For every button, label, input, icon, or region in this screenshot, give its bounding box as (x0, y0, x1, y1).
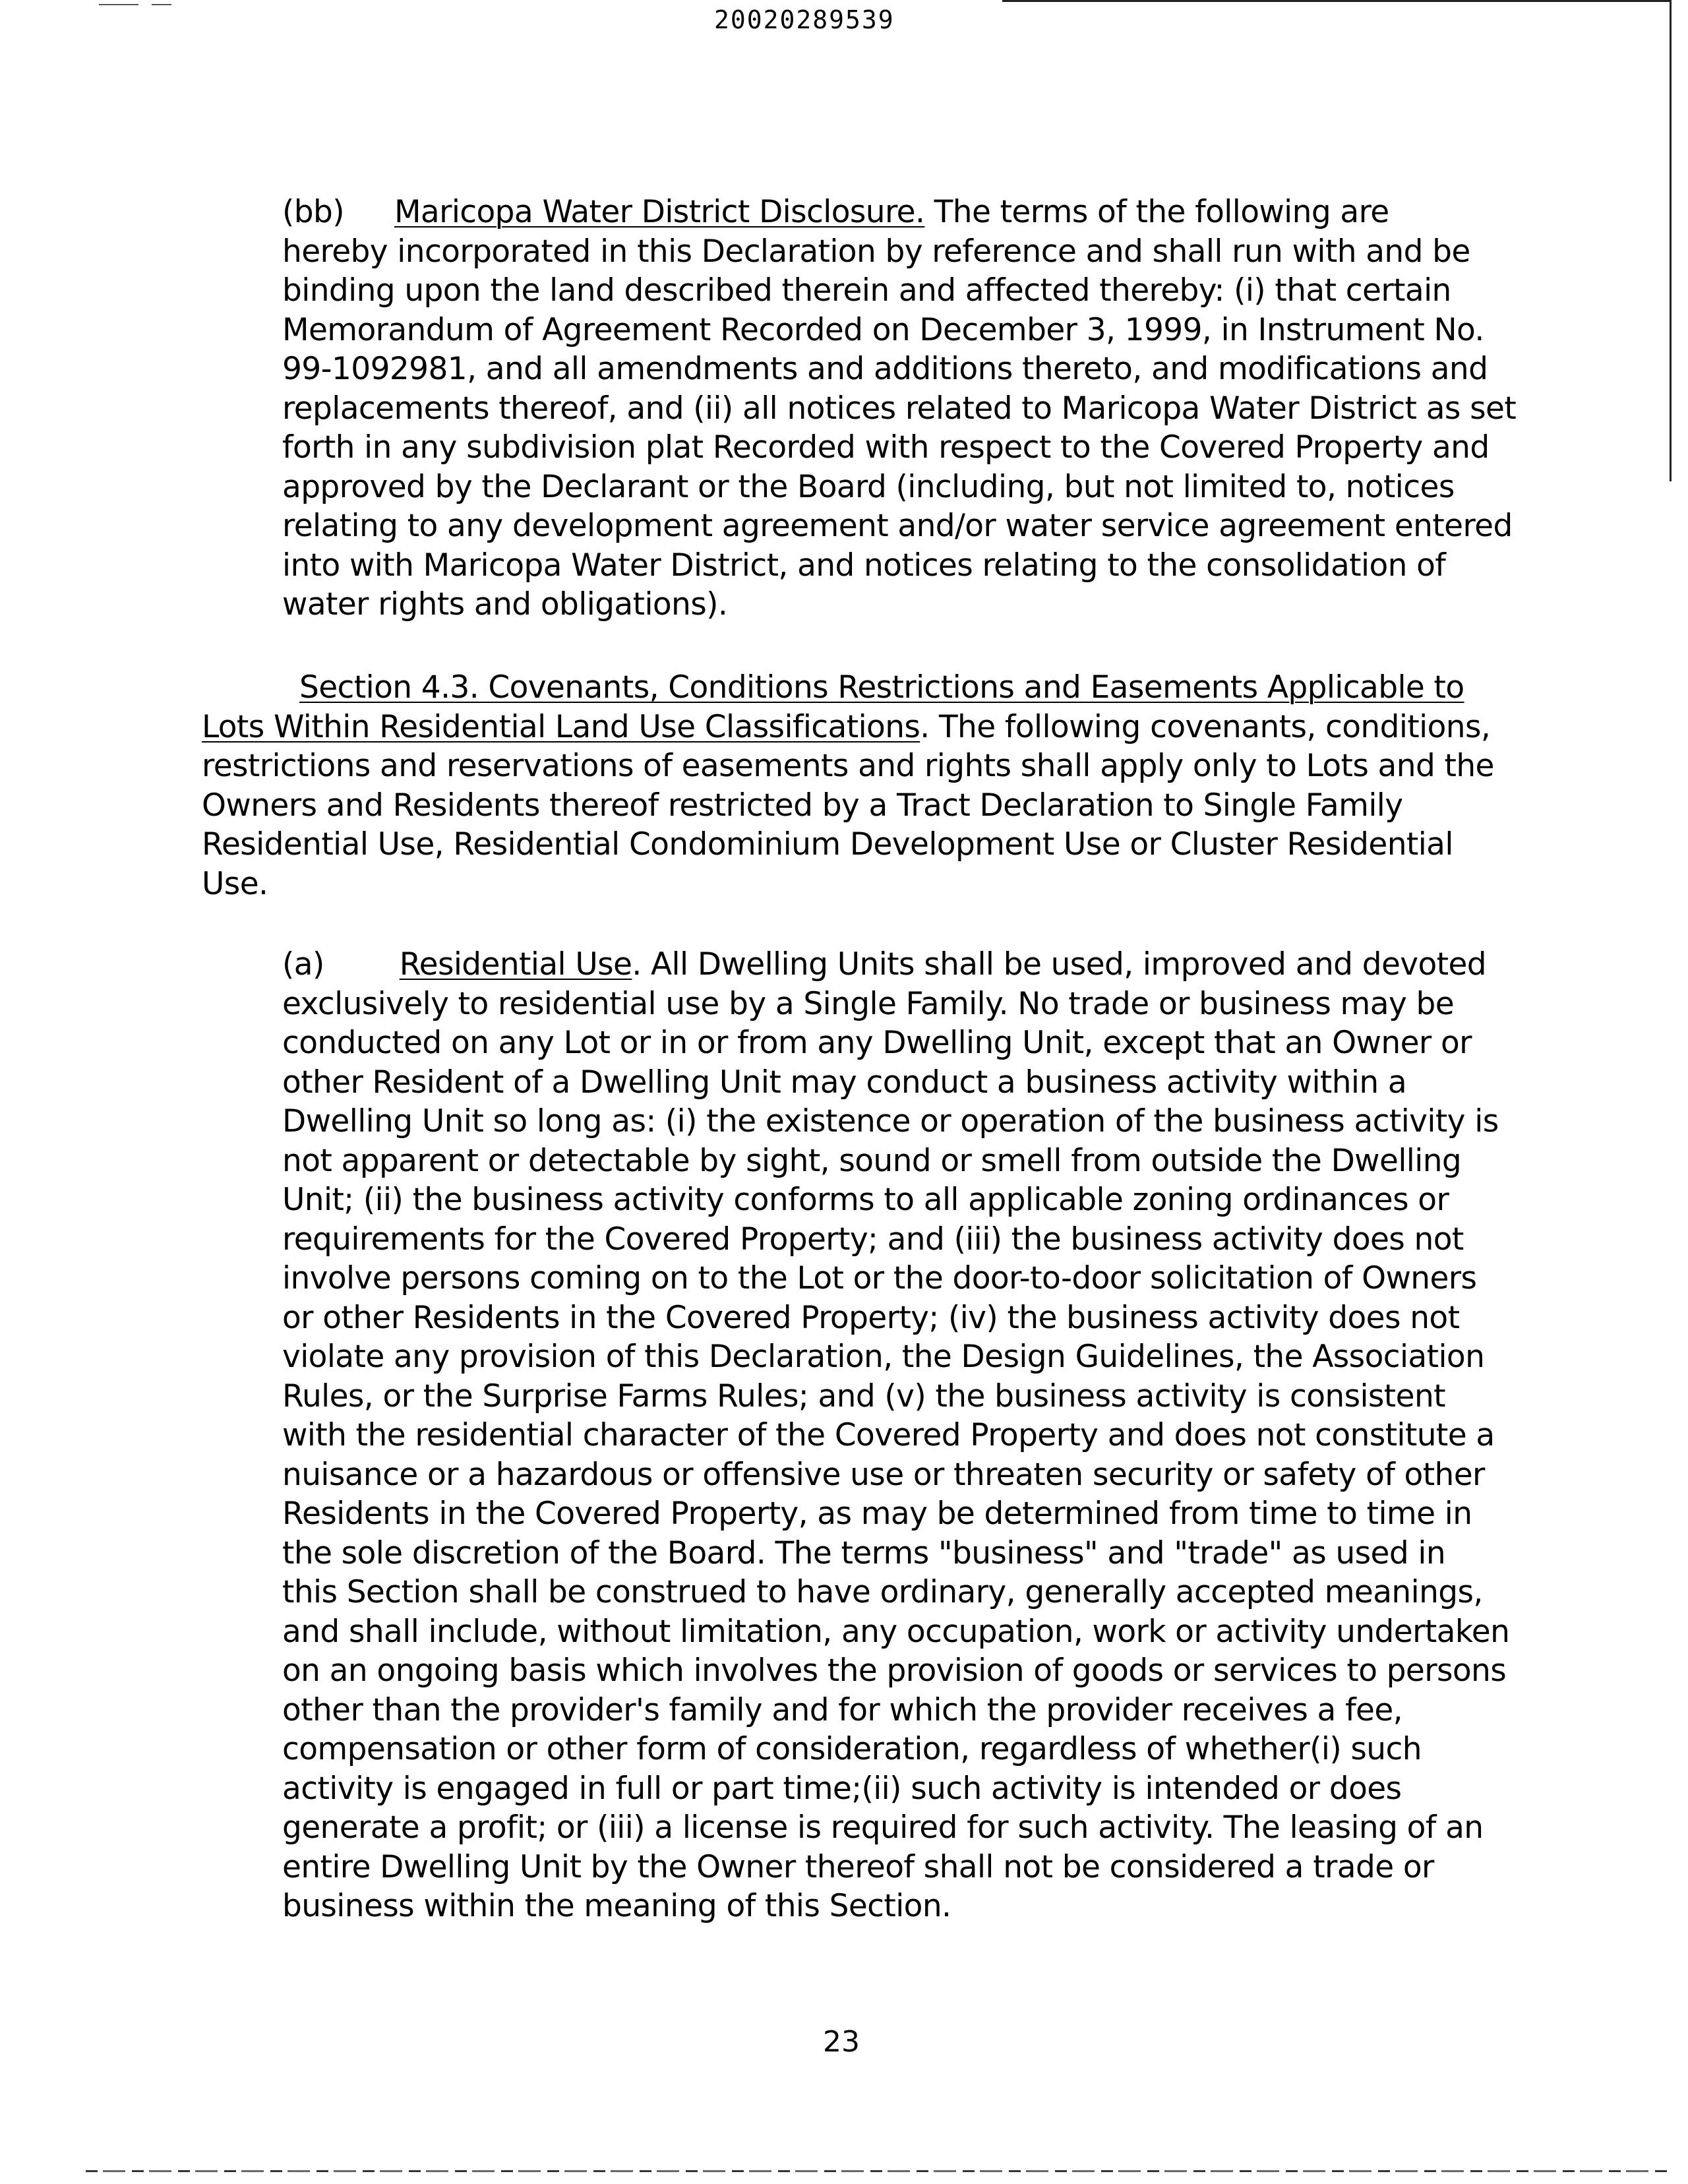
section-4-3-paragraph (202, 668, 1494, 903)
page-number: 23 (823, 2025, 860, 2059)
paragraph-line: . All Dwelling Units shall be used, improved and devoted (632, 946, 1487, 983)
paragraph-line: this Section shall be construed to have ordinary, generally accepted meanings, (282, 1574, 1483, 1610)
paragraph-line: Memorandum of Agreement Recorded on December 3, 1999, in Instrument No. (282, 311, 1484, 348)
scan-border-right (1670, 0, 1672, 481)
paragraph-line: exclusively to residential use by a Single Family. No trade or business may be (282, 985, 1455, 1022)
section-a-label: (a) (282, 946, 324, 983)
paragraph-line: Residential Use, Residential Condominium Development Use or Cluster Residential (202, 826, 1453, 863)
section-4-3-heading-line1 (202, 668, 1494, 708)
scan-noise-mark (152, 4, 171, 5)
paragraph-line: activity is engaged in full or part time;(ii) such activity is intended or does (282, 1770, 1402, 1807)
paragraph-line: entire Dwelling Unit by the Owner thereof shall not be considered a trade or (282, 1848, 1434, 1885)
paragraph-line: conducted on any Lot or in or from any Dwelling Unit, except that an Owner or (282, 1025, 1472, 1061)
paragraph-line: The terms of the following are (924, 194, 1389, 230)
section-bb-label: (bb) (282, 194, 344, 230)
paragraph-line: business within the meaning of this Section. (282, 1888, 951, 1924)
paragraph-line: forth in any subdivision plat Recorded with respect to the Covered Property and (282, 429, 1490, 466)
scan-border-bottom (86, 2170, 1668, 2172)
paragraph-line: generate a profit; or (iii) a license is required for such activity. The leasing of an (282, 1809, 1484, 1846)
paragraph-line: and shall include, without limitation, any occupation, work or activity undertaken (282, 1613, 1510, 1650)
section-a-title: Residential Use (399, 946, 632, 983)
scan-border-top (1002, 0, 1672, 2)
paragraph-line: hereby incorporated in this Declaration by reference and shall run with and be (282, 233, 1470, 270)
paragraph-line: or other Residents in the Covered Property; (iv) the business activity does not (282, 1299, 1460, 1336)
paragraph-line: other Resident of a Dwelling Unit may conduct a business activity within a (282, 1064, 1407, 1101)
paragraph-line: violate any provision of this Declaration, the Design Guidelines, the Association (282, 1339, 1485, 1375)
paragraph-line: restrictions and reservations of easements and rights shall apply only to Lots and the (202, 748, 1494, 784)
paragraph-line: on an ongoing basis which involves the provision of goods or services to persons (282, 1653, 1507, 1689)
paragraph-line: into with Maricopa Water District, and notices relating to the consolidation of (282, 547, 1446, 584)
paragraph-line: . The following covenants, conditions, (920, 708, 1491, 745)
paragraph-line: relating to any development agreement and/or water service agreement entered (282, 508, 1513, 544)
section-4-3-title-part1: Section 4.3. Covenants, Conditions Restrictions and Easements Applicable to (299, 669, 1464, 706)
document-number: 20020289539 (714, 5, 895, 34)
paragraph-line: Rules, or the Surprise Farms Rules; and (v) the business activity is consistent (282, 1378, 1445, 1414)
scan-noise-mark (99, 4, 138, 5)
paragraph-line: approved by the Declarant or the Board (including, but not limited to, notices (282, 468, 1455, 505)
section-bb-title: Maricopa Water District Disclosure. (394, 194, 925, 230)
section-bb-paragraph (282, 193, 1516, 624)
paragraph-line: replacements thereof, and (ii) all notices related to Maricopa Water District as set (282, 390, 1517, 427)
section-4-3-title-part2: Lots Within Residential Land Use Classifications (202, 708, 920, 745)
paragraph-line: not apparent or detectable by sight, sound or smell from outside the Dwelling (282, 1142, 1462, 1179)
paragraph-line: other than the provider's family and for which the provider receives a fee, (282, 1691, 1403, 1728)
paragraph-line: Residents in the Covered Property, as may be determined from time to time in (282, 1496, 1472, 1532)
paragraph-line: compensation or other form of consideration, regardless of whether(i) such (282, 1731, 1422, 1767)
paragraph-line: involve persons coming on to the Lot or the door-to-door solicitation of Owners (282, 1260, 1477, 1296)
section-bb-first-line (282, 193, 1516, 232)
paragraph-line: with the residential character of the Covered Property and does not constitute a (282, 1417, 1495, 1453)
paragraph-line: Dwelling Unit so long as: (i) the existence or operation of the business activity is (282, 1103, 1499, 1139)
paragraph-line: nuisance or a hazardous or offensive use or threaten security or safety of other (282, 1456, 1485, 1493)
paragraph-line: requirements for the Covered Property; and (iii) the business activity does not (282, 1221, 1464, 1258)
section-a-first-line (282, 945, 1509, 985)
paragraph-line: water rights and obligations). (282, 586, 728, 622)
paragraph-line: Owners and Residents thereof restricted by a Tract Declaration to Single Family (202, 787, 1403, 824)
paragraph-line: the sole discretion of the Board. The terms "business" and "trade" as used in (282, 1534, 1446, 1571)
paragraph-line: 99-1092981, and all amendments and additions thereto, and modifications and (282, 351, 1488, 387)
section-4-3-heading-line2 (202, 708, 1494, 747)
section-a-paragraph (282, 945, 1509, 1926)
paragraph-line: Use. (202, 865, 268, 902)
paragraph-line: Unit; (ii) the business activity conforms to all applicable zoning ordinances or (282, 1182, 1449, 1218)
paragraph-line: binding upon the land described therein and affected thereby: (i) that certain (282, 272, 1451, 309)
